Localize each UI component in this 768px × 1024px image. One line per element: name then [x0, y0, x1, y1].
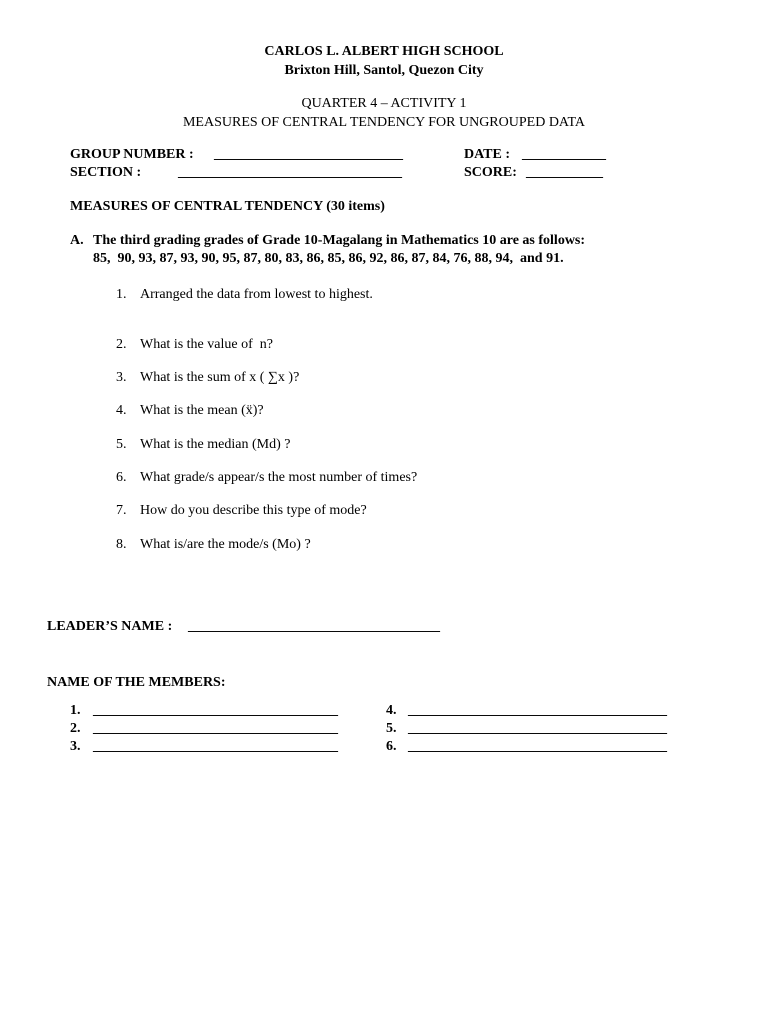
activity-topic: MEASURES OF CENTRAL TENDENCY FOR UNGROUPED DATA [182, 115, 586, 130]
question-number: 3. [116, 370, 127, 385]
date-label: DATE : [464, 147, 511, 162]
section-label: SECTION : [70, 165, 142, 180]
section-title: MEASURES OF CENTRAL TENDENCY (30 items) [70, 199, 385, 214]
question-text: How do you describe this type of mode? [140, 503, 367, 518]
part-a-label: A. [70, 233, 84, 248]
member-number: 2. [70, 721, 81, 736]
question-item [116, 369, 299, 387]
member-line: _____________________________________ [408, 703, 667, 718]
member-number: 4. [386, 703, 397, 718]
score-line: ___________ [526, 165, 603, 180]
question-text: What grade/s appear/s the most number of times? [140, 470, 418, 485]
leader-line: ____________________________________ [188, 619, 440, 634]
question-item [116, 402, 264, 420]
date-line: ____________ [522, 147, 606, 162]
member-line: _____________________________________ [408, 739, 667, 754]
member-number: 3. [70, 739, 81, 754]
member-number: 5. [386, 721, 397, 736]
group-number-label: GROUP NUMBER : [70, 147, 194, 162]
question-item [116, 336, 273, 354]
activity-quarter: QUARTER 4 – ACTIVITY 1 [301, 96, 467, 111]
members-title: NAME OF THE MEMBERS: [47, 675, 226, 690]
question-item [116, 436, 290, 454]
member-line: ___________________________________ [93, 739, 338, 754]
question-text: Arranged the data from lowest to highest. [140, 287, 373, 302]
part-a-data: 85, 90, 93, 87, 93, 90, 95, 87, 80, 83, 86, 85, 86, 92, 86, 87, 84, 76, 88, 94, and 91. [93, 251, 564, 266]
score-label: SCORE: [464, 165, 517, 180]
question-number: 7. [116, 503, 127, 518]
question-text: What is the median (Md) ? [140, 437, 291, 452]
member-line: _____________________________________ [408, 721, 667, 736]
question-item [116, 286, 373, 304]
question-number: 8. [116, 537, 127, 552]
question-number: 1. [116, 287, 127, 302]
section-line: ________________________________ [178, 165, 402, 180]
group-number-line: ___________________________ [214, 147, 403, 162]
question-text: What is the value of n? [140, 337, 273, 352]
question-item [116, 536, 311, 554]
question-text: What is/are the mode/s (Mo) ? [140, 537, 311, 552]
question-item [116, 502, 367, 520]
part-a-intro: The third grading grades of Grade 10-Magalang in Mathematics 10 are as follows: [93, 233, 586, 248]
member-line: ___________________________________ [93, 721, 338, 736]
question-number: 4. [116, 403, 127, 418]
member-line: ___________________________________ [93, 703, 338, 718]
question-number: 2. [116, 337, 127, 352]
member-number: 6. [386, 739, 397, 754]
question-number: 5. [116, 437, 127, 452]
school-address: Brixton Hill, Santol, Quezon City [284, 63, 484, 78]
leader-label: LEADER’S NAME : [47, 619, 173, 634]
question-item [116, 469, 417, 487]
question-number: 6. [116, 470, 127, 485]
member-number: 1. [70, 703, 81, 718]
question-text: What is the mean (ẍ)? [140, 403, 264, 418]
question-text: What is the sum of x ( ∑x )? [140, 370, 300, 385]
school-name: CARLOS L. ALBERT HIGH SCHOOL [264, 44, 504, 59]
